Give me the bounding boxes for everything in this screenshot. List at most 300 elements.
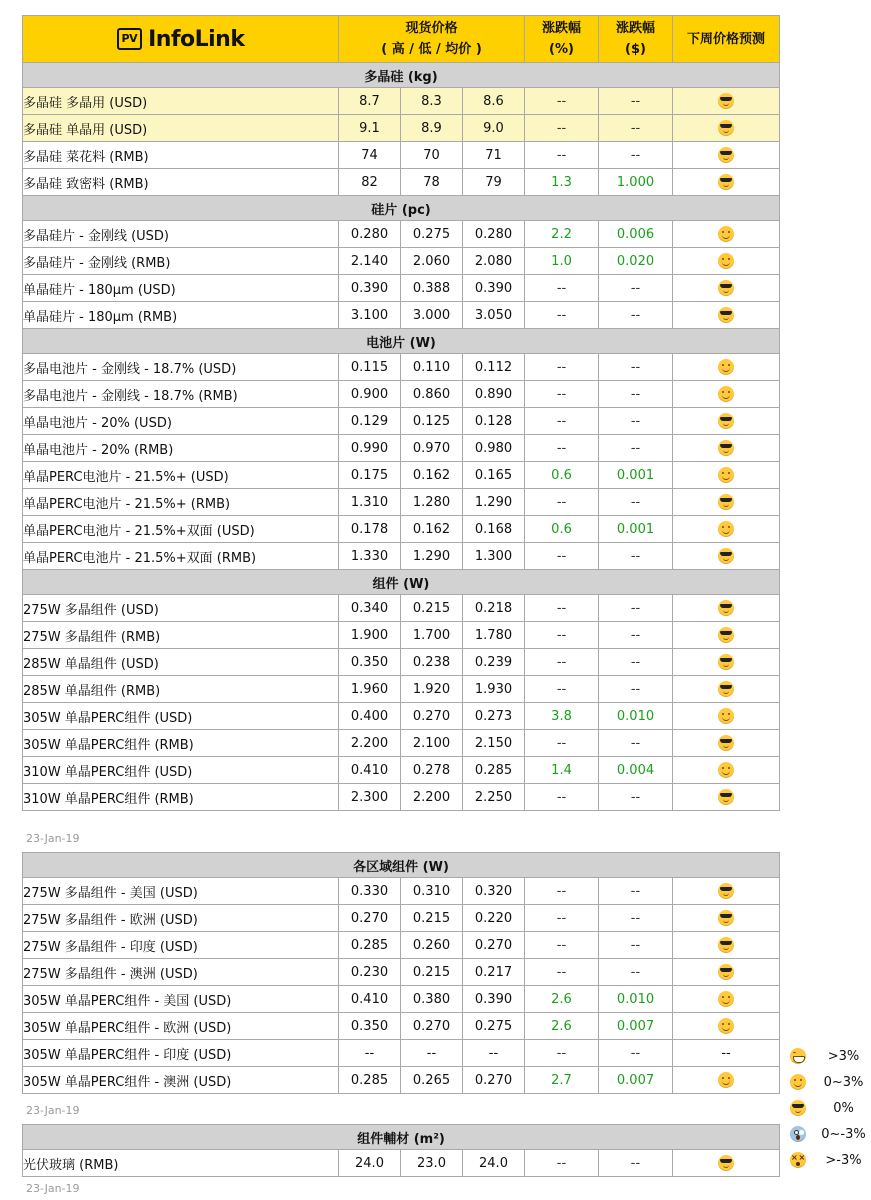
- product-name: 275W 多晶组件 - 欧洲 (USD): [23, 905, 339, 932]
- table-row: [23, 248, 780, 275]
- price-high: 8.7: [339, 88, 401, 115]
- table-row: [23, 986, 780, 1013]
- cool-face-icon: [718, 964, 734, 980]
- price-avg: 0.165: [463, 462, 525, 489]
- table-row: [23, 649, 780, 676]
- change-pct: --: [525, 115, 599, 142]
- price-avg: 2.250: [463, 784, 525, 811]
- price-avg: 2.080: [463, 248, 525, 275]
- section-header-row: [23, 570, 780, 595]
- forecast-cell: [673, 354, 780, 381]
- change-pct: --: [525, 354, 599, 381]
- price-high: 0.330: [339, 878, 401, 905]
- price-low: 8.3: [401, 88, 463, 115]
- logo-text: InfoLink: [148, 26, 245, 52]
- legend-label: >-3%: [825, 1152, 862, 1168]
- price-high: 0.285: [339, 1067, 401, 1094]
- change-abs: --: [599, 302, 673, 329]
- price-high: 3.100: [339, 302, 401, 329]
- price-high: 82: [339, 169, 401, 196]
- change-abs: 0.007: [599, 1013, 673, 1040]
- change-pct: --: [525, 959, 599, 986]
- price-low: 1.920: [401, 676, 463, 703]
- date-label: 23-Jan-19: [26, 1182, 80, 1195]
- price-low: 0.860: [401, 381, 463, 408]
- product-name: 285W 单晶组件 (USD): [23, 649, 339, 676]
- cool-face-icon: [718, 600, 734, 616]
- change-pct: 2.7: [525, 1067, 599, 1094]
- price-table-main: [22, 15, 780, 811]
- section-header-row: [23, 196, 780, 221]
- product-name: 多晶硅片 - 金刚线 (RMB): [23, 248, 339, 275]
- legend-item: [790, 1095, 871, 1121]
- product-name: 多晶硅 菜花料 (RMB): [23, 142, 339, 169]
- change-pct: --: [525, 543, 599, 570]
- price-low: 8.9: [401, 115, 463, 142]
- price-high: 0.115: [339, 354, 401, 381]
- price-high: 0.990: [339, 435, 401, 462]
- price-high: 0.175: [339, 462, 401, 489]
- legend-item: [790, 1121, 871, 1147]
- price-low: 1.280: [401, 489, 463, 516]
- change-pct: --: [525, 1040, 599, 1067]
- product-name: 305W 单晶PERC组件 - 印度 (USD): [23, 1040, 339, 1067]
- cool-face-icon: [718, 174, 734, 190]
- cool-face-icon: [718, 681, 734, 697]
- table-row: [23, 1040, 780, 1067]
- change-abs: --: [599, 435, 673, 462]
- product-name: 多晶电池片 - 金刚线 - 18.7% (USD): [23, 354, 339, 381]
- cool-face-icon: [718, 548, 734, 564]
- forecast-cell: [673, 932, 780, 959]
- section-header-row: [23, 1125, 780, 1150]
- change-pct: --: [525, 142, 599, 169]
- change-abs: --: [599, 784, 673, 811]
- change-abs: --: [599, 595, 673, 622]
- pv-logo-icon: PV: [117, 28, 143, 50]
- product-name: 275W 多晶组件 - 澳洲 (USD): [23, 959, 339, 986]
- product-name: 单晶PERC电池片 - 21.5%+双面 (RMB): [23, 543, 339, 570]
- forecast-cell: [673, 275, 780, 302]
- table-row: [23, 381, 780, 408]
- price-high: 0.900: [339, 381, 401, 408]
- change-abs: --: [599, 88, 673, 115]
- price-low: 0.970: [401, 435, 463, 462]
- change-pct: 1.3: [525, 169, 599, 196]
- change-pct: --: [525, 905, 599, 932]
- price-avg: 0.168: [463, 516, 525, 543]
- forecast-header: 下周价格预测: [673, 16, 780, 63]
- table-row: [23, 408, 780, 435]
- table-row: [23, 1013, 780, 1040]
- change-pct: --: [525, 595, 599, 622]
- price-avg: 0.217: [463, 959, 525, 986]
- price-avg: 0.220: [463, 905, 525, 932]
- forecast-cell: [673, 1013, 780, 1040]
- forecast-cell: [673, 248, 780, 275]
- forecast-cell: [673, 381, 780, 408]
- change-abs: --: [599, 622, 673, 649]
- change-abs: 0.020: [599, 248, 673, 275]
- price-high: 1.310: [339, 489, 401, 516]
- table-row: [23, 757, 780, 784]
- change-pct: --: [525, 622, 599, 649]
- change-pct: --: [525, 435, 599, 462]
- table-row: [23, 1150, 780, 1177]
- price-low: 0.162: [401, 462, 463, 489]
- smile-face-icon: [718, 253, 734, 269]
- table-row: [23, 354, 780, 381]
- forecast-legend: [790, 1043, 871, 1173]
- forecast-cell: [673, 622, 780, 649]
- cool-face-icon: [718, 627, 734, 643]
- price-low: 2.060: [401, 248, 463, 275]
- price-avg: 1.290: [463, 489, 525, 516]
- price-low: 0.162: [401, 516, 463, 543]
- product-name: 305W 单晶PERC组件 (RMB): [23, 730, 339, 757]
- forecast-cell: [673, 986, 780, 1013]
- price-avg: 1.930: [463, 676, 525, 703]
- change-pct: 2.6: [525, 1013, 599, 1040]
- section-header-row: [23, 329, 780, 354]
- forecast-cell: [673, 757, 780, 784]
- price-avg: 0.270: [463, 932, 525, 959]
- price-high: 0.129: [339, 408, 401, 435]
- price-high: --: [339, 1040, 401, 1067]
- cool-face-icon: [718, 937, 734, 953]
- price-avg: 79: [463, 169, 525, 196]
- product-name: 单晶硅片 - 180μm (USD): [23, 275, 339, 302]
- legend-label: 0~3%: [823, 1074, 864, 1090]
- change-abs: --: [599, 1150, 673, 1177]
- price-low: 0.265: [401, 1067, 463, 1094]
- change-abs: 0.010: [599, 703, 673, 730]
- change-pct: 0.6: [525, 516, 599, 543]
- forecast-cell: [673, 703, 780, 730]
- price-avg: 8.6: [463, 88, 525, 115]
- cool-face-icon: [718, 735, 734, 751]
- change-abs: --: [599, 275, 673, 302]
- legend-label: >3%: [827, 1048, 860, 1064]
- product-name: 305W 单晶PERC组件 - 澳洲 (USD): [23, 1067, 339, 1094]
- price-avg: 3.050: [463, 302, 525, 329]
- price-low: 1.290: [401, 543, 463, 570]
- product-name: 多晶硅 多晶用 (USD): [23, 88, 339, 115]
- change-pct: 2.2: [525, 221, 599, 248]
- price-avg: 2.150: [463, 730, 525, 757]
- change-abs: --: [599, 959, 673, 986]
- change-pct: --: [525, 649, 599, 676]
- change-pct: --: [525, 784, 599, 811]
- cool-face-icon: [718, 910, 734, 926]
- section-header-row: [23, 853, 780, 878]
- price-low: 0.125: [401, 408, 463, 435]
- smile-face-icon: [718, 708, 734, 724]
- forecast-cell: [673, 959, 780, 986]
- legend-label: 0~-3%: [821, 1126, 866, 1142]
- forecast-cell: --: [673, 1040, 780, 1067]
- price-low: 0.215: [401, 595, 463, 622]
- price-avg: 0.285: [463, 757, 525, 784]
- price-avg: --: [463, 1040, 525, 1067]
- price-high: 0.390: [339, 275, 401, 302]
- cool-face-icon: [718, 654, 734, 670]
- forecast-cell: [673, 408, 780, 435]
- price-avg: 0.239: [463, 649, 525, 676]
- forecast-cell: [673, 169, 780, 196]
- section-header-row: [23, 63, 780, 88]
- section-title: 电池片 (W): [23, 329, 780, 354]
- table-row: [23, 703, 780, 730]
- price-low: 23.0: [401, 1150, 463, 1177]
- price-low: 3.000: [401, 302, 463, 329]
- smile-face-icon: [790, 1074, 806, 1090]
- product-name: 275W 多晶组件 (USD): [23, 595, 339, 622]
- section-title: 各区域组件 (W): [23, 853, 780, 878]
- change-abs: --: [599, 932, 673, 959]
- logo: [23, 16, 339, 63]
- legend-label: 0%: [833, 1100, 854, 1116]
- product-name: 单晶电池片 - 20% (USD): [23, 408, 339, 435]
- price-avg: 0.390: [463, 275, 525, 302]
- section-title: 组件輔材 (m²): [23, 1125, 780, 1150]
- price-low: --: [401, 1040, 463, 1067]
- change-pct: --: [525, 381, 599, 408]
- price-table-regional: [22, 852, 780, 1094]
- change-pct-header: 涨跌幅 (%): [525, 16, 599, 63]
- price-high: 0.340: [339, 595, 401, 622]
- product-name: 单晶PERC电池片 - 21.5%+双面 (USD): [23, 516, 339, 543]
- change-pct: --: [525, 878, 599, 905]
- price-avg: 0.890: [463, 381, 525, 408]
- table-row: [23, 784, 780, 811]
- legend-item: [790, 1043, 871, 1069]
- change-pct: --: [525, 408, 599, 435]
- product-name: 275W 多晶组件 - 美国 (USD): [23, 878, 339, 905]
- change-pct: --: [525, 676, 599, 703]
- grin-face-icon: [790, 1048, 806, 1064]
- forecast-cell: [673, 1150, 780, 1177]
- price-high: 9.1: [339, 115, 401, 142]
- price-avg: 0.218: [463, 595, 525, 622]
- product-name: 275W 多晶组件 - 印度 (USD): [23, 932, 339, 959]
- cool-face-icon: [790, 1100, 806, 1116]
- smile-face-icon: [718, 991, 734, 1007]
- change-pct: --: [525, 275, 599, 302]
- change-abs: --: [599, 905, 673, 932]
- scream-face-icon: [790, 1126, 806, 1142]
- product-name: 多晶电池片 - 金刚线 - 18.7% (RMB): [23, 381, 339, 408]
- change-pct: --: [525, 302, 599, 329]
- change-pct: 1.4: [525, 757, 599, 784]
- smile-face-icon: [718, 762, 734, 778]
- table-row: [23, 516, 780, 543]
- cool-face-icon: [718, 883, 734, 899]
- price-low: 2.100: [401, 730, 463, 757]
- price-low: 0.260: [401, 932, 463, 959]
- price-high: 24.0: [339, 1150, 401, 1177]
- change-abs: --: [599, 730, 673, 757]
- forecast-cell: [673, 1067, 780, 1094]
- change-abs-header: 涨跌幅 ($): [599, 16, 673, 63]
- price-low: 0.270: [401, 703, 463, 730]
- forecast-cell: [673, 462, 780, 489]
- change-pct: 1.0: [525, 248, 599, 275]
- product-name: 285W 单晶组件 (RMB): [23, 676, 339, 703]
- product-name: 275W 多晶组件 (RMB): [23, 622, 339, 649]
- price-low: 0.215: [401, 959, 463, 986]
- cool-face-icon: [718, 789, 734, 805]
- price-low: 78: [401, 169, 463, 196]
- price-high: 0.285: [339, 932, 401, 959]
- change-pct: --: [525, 88, 599, 115]
- section-title: 多晶硅 (kg): [23, 63, 780, 88]
- change-abs: 0.010: [599, 986, 673, 1013]
- price-high: 74: [339, 142, 401, 169]
- price-avg: 0.390: [463, 986, 525, 1013]
- legend-item: [790, 1069, 871, 1095]
- smile-face-icon: [718, 1072, 734, 1088]
- price-high: 0.350: [339, 1013, 401, 1040]
- change-abs: 1.000: [599, 169, 673, 196]
- price-high: 1.960: [339, 676, 401, 703]
- price-high: 0.410: [339, 986, 401, 1013]
- price-high: 0.230: [339, 959, 401, 986]
- price-avg: 9.0: [463, 115, 525, 142]
- change-pct: 0.6: [525, 462, 599, 489]
- price-low: 2.200: [401, 784, 463, 811]
- change-abs: 0.006: [599, 221, 673, 248]
- price-avg: 1.780: [463, 622, 525, 649]
- table-row: [23, 221, 780, 248]
- forecast-cell: [673, 489, 780, 516]
- price-high: 0.270: [339, 905, 401, 932]
- table-row: [23, 932, 780, 959]
- product-name: 多晶硅 致密料 (RMB): [23, 169, 339, 196]
- price-high: 0.178: [339, 516, 401, 543]
- forecast-cell: [673, 676, 780, 703]
- forecast-cell: [673, 516, 780, 543]
- forecast-cell: [673, 784, 780, 811]
- spot-price-header: 现货价格 ( 高 / 低 / 均价 ): [339, 16, 525, 63]
- price-avg: 0.280: [463, 221, 525, 248]
- date-label: 23-Jan-19: [26, 1104, 80, 1117]
- product-name: 305W 单晶PERC组件 - 美国 (USD): [23, 986, 339, 1013]
- forecast-cell: [673, 649, 780, 676]
- price-high: 2.300: [339, 784, 401, 811]
- table-row: [23, 676, 780, 703]
- cool-face-icon: [718, 93, 734, 109]
- change-pct: --: [525, 1150, 599, 1177]
- product-name: 多晶硅片 - 金刚线 (USD): [23, 221, 339, 248]
- price-low: 0.110: [401, 354, 463, 381]
- table-row: [23, 959, 780, 986]
- price-low: 0.380: [401, 986, 463, 1013]
- forecast-cell: [673, 142, 780, 169]
- price-low: 1.700: [401, 622, 463, 649]
- table-row: [23, 1067, 780, 1094]
- change-abs: 0.001: [599, 516, 673, 543]
- forecast-cell: [673, 543, 780, 570]
- forecast-cell: [673, 88, 780, 115]
- cool-face-icon: [718, 440, 734, 456]
- cool-face-icon: [718, 147, 734, 163]
- cool-face-icon: [718, 307, 734, 323]
- table-row: [23, 435, 780, 462]
- product-name: 305W 单晶PERC组件 (USD): [23, 703, 339, 730]
- change-abs: 0.007: [599, 1067, 673, 1094]
- product-name: 单晶硅片 - 180μm (RMB): [23, 302, 339, 329]
- product-name: 单晶PERC电池片 - 21.5%+ (RMB): [23, 489, 339, 516]
- table-row: [23, 88, 780, 115]
- dizzy-face-icon: [790, 1152, 806, 1168]
- price-low: 0.275: [401, 221, 463, 248]
- change-abs: --: [599, 878, 673, 905]
- table-row: [23, 275, 780, 302]
- change-abs: --: [599, 142, 673, 169]
- price-low: 0.270: [401, 1013, 463, 1040]
- product-name: 305W 单晶PERC组件 - 欧洲 (USD): [23, 1013, 339, 1040]
- forecast-cell: [673, 435, 780, 462]
- change-pct: --: [525, 932, 599, 959]
- cool-face-icon: [718, 413, 734, 429]
- change-abs: --: [599, 115, 673, 142]
- table-row: [23, 622, 780, 649]
- product-name: 单晶PERC电池片 - 21.5%+ (USD): [23, 462, 339, 489]
- price-low: 0.215: [401, 905, 463, 932]
- price-avg: 71: [463, 142, 525, 169]
- price-high: 0.280: [339, 221, 401, 248]
- change-pct: --: [525, 730, 599, 757]
- product-name: 单晶电池片 - 20% (RMB): [23, 435, 339, 462]
- product-name: 光伏玻璃 (RMB): [23, 1150, 339, 1177]
- change-abs: 0.001: [599, 462, 673, 489]
- change-abs: --: [599, 1040, 673, 1067]
- price-high: 2.140: [339, 248, 401, 275]
- table-row: [23, 115, 780, 142]
- forecast-cell: [673, 730, 780, 757]
- smile-face-icon: [718, 467, 734, 483]
- price-high: 0.400: [339, 703, 401, 730]
- forecast-cell: [673, 115, 780, 142]
- price-high: 1.900: [339, 622, 401, 649]
- price-high: 0.410: [339, 757, 401, 784]
- change-pct: 3.8: [525, 703, 599, 730]
- smile-face-icon: [718, 359, 734, 375]
- table-row: [23, 462, 780, 489]
- price-low: 0.388: [401, 275, 463, 302]
- forecast-cell: [673, 878, 780, 905]
- table-row: [23, 730, 780, 757]
- price-avg: 0.112: [463, 354, 525, 381]
- price-high: 2.200: [339, 730, 401, 757]
- section-title: 组件 (W): [23, 570, 780, 595]
- price-avg: 0.273: [463, 703, 525, 730]
- price-avg: 0.980: [463, 435, 525, 462]
- smile-face-icon: [718, 386, 734, 402]
- table-row: [23, 489, 780, 516]
- change-abs: --: [599, 489, 673, 516]
- change-abs: --: [599, 543, 673, 570]
- date-label: 23-Jan-19: [26, 832, 80, 845]
- table-row: [23, 905, 780, 932]
- table-row: [23, 543, 780, 570]
- table-row: [23, 595, 780, 622]
- price-avg: 0.275: [463, 1013, 525, 1040]
- cool-face-icon: [718, 1155, 734, 1171]
- price-avg: 24.0: [463, 1150, 525, 1177]
- smile-face-icon: [718, 226, 734, 242]
